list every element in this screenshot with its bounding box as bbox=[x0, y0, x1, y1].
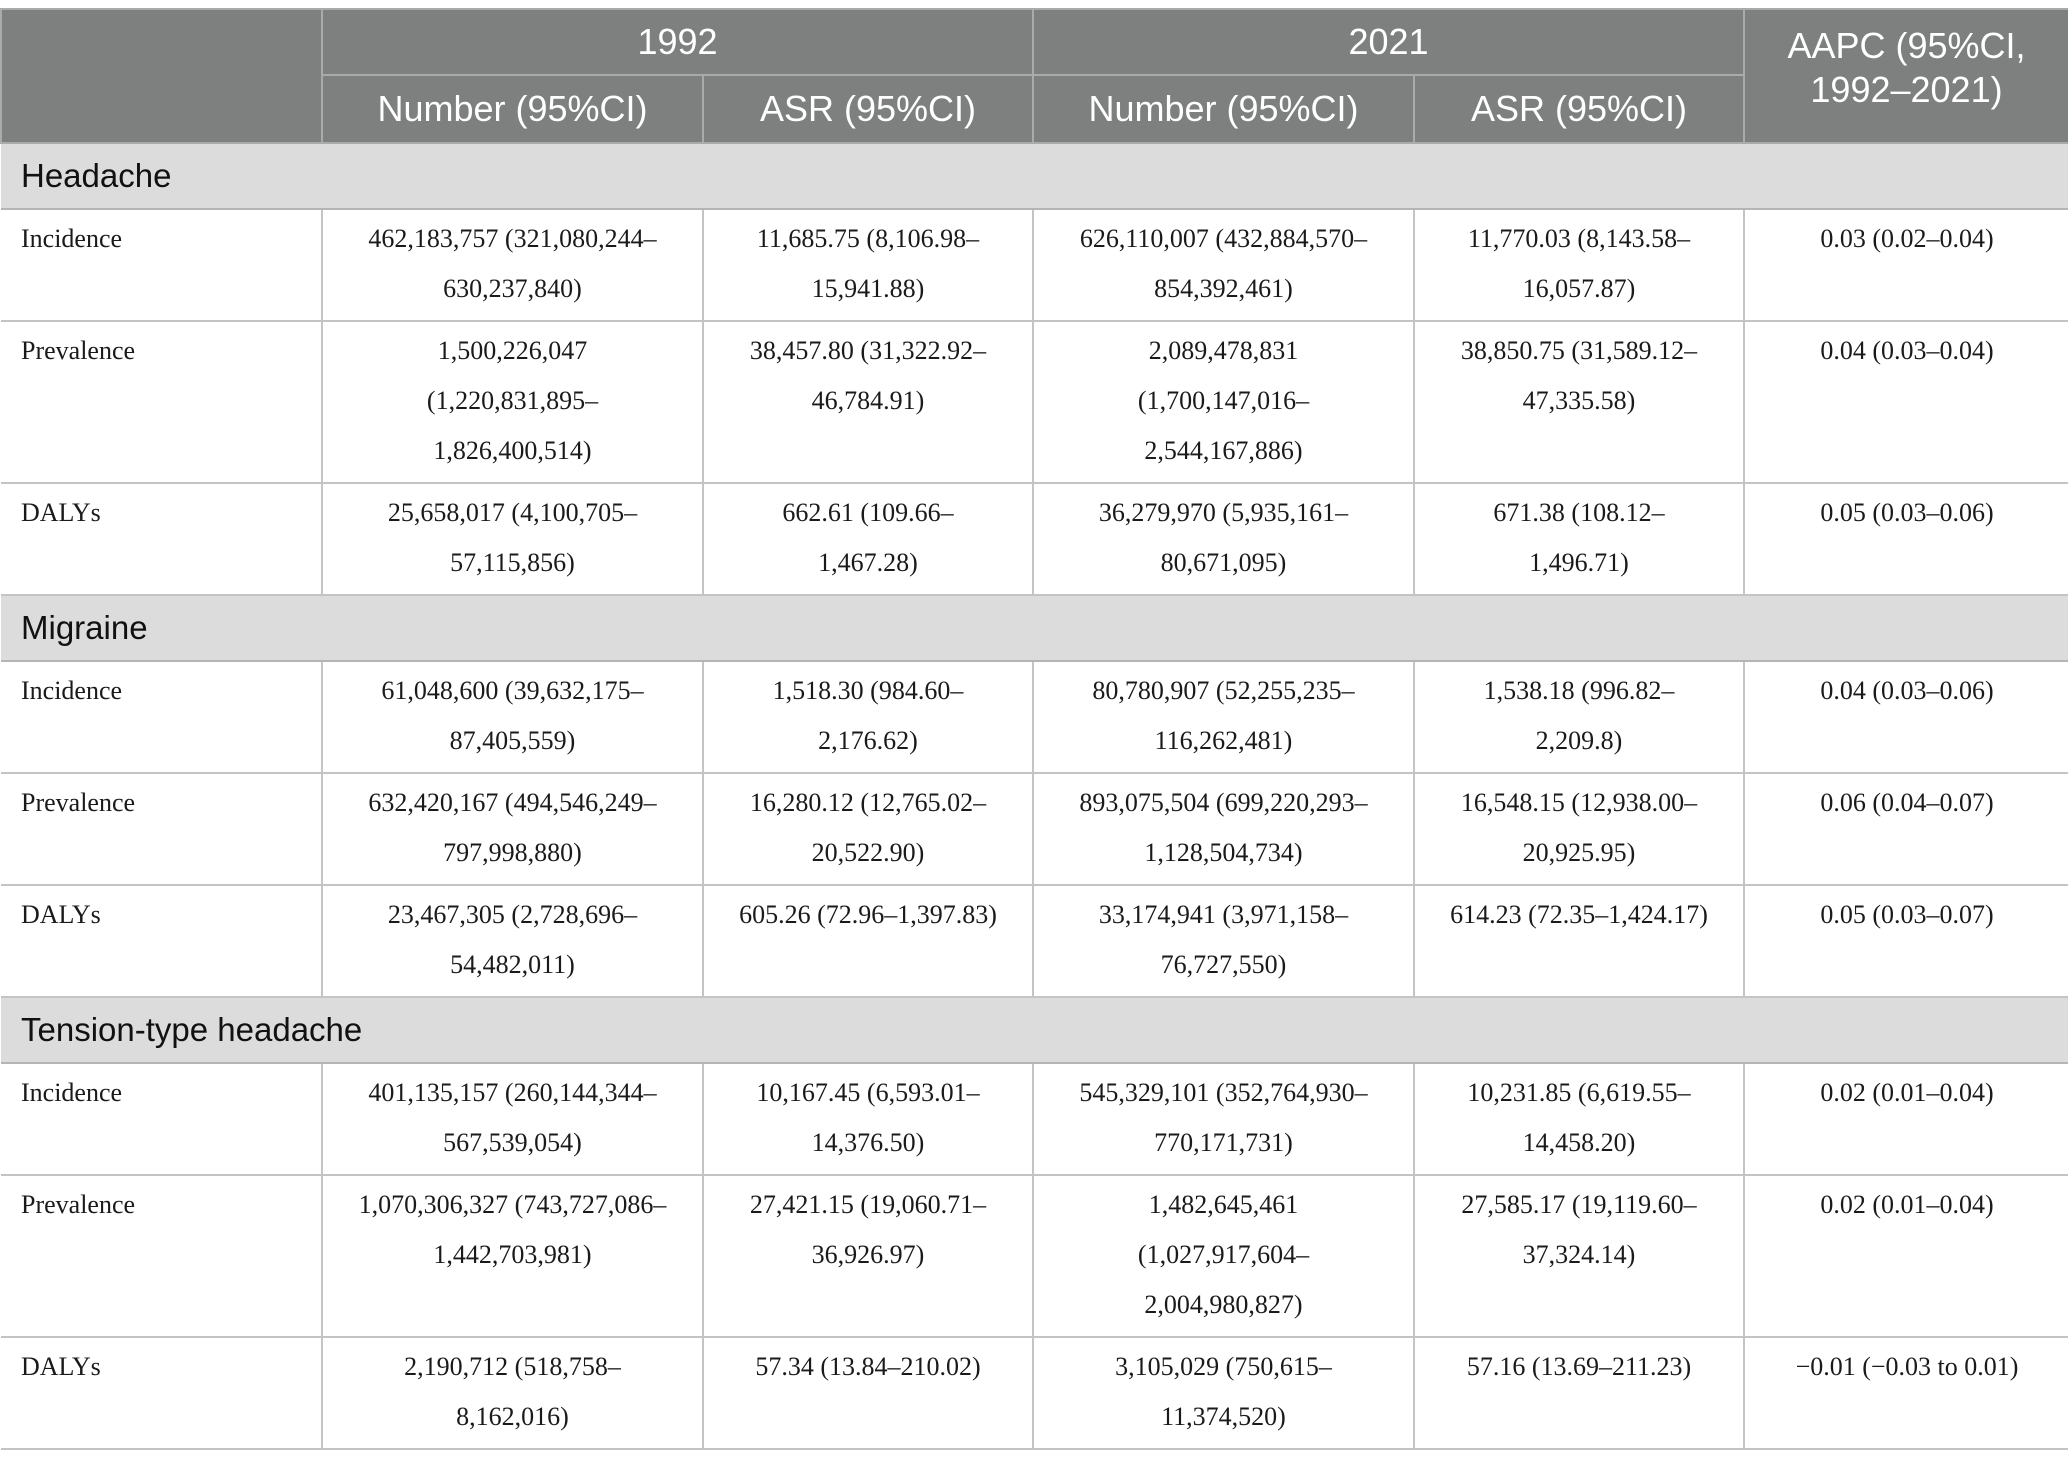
number-2021-line: 1,482,645,461 bbox=[1148, 1190, 1299, 1219]
asr-1992-cell bbox=[703, 885, 1033, 997]
measure-cell: DALYs bbox=[1, 483, 322, 595]
aapc-cell: 0.04 (0.03–0.06) bbox=[1744, 661, 2068, 773]
asr-1992-line: 15,941.88) bbox=[811, 274, 925, 303]
number-2021-line: 80,780,907 (52,255,235– bbox=[1092, 676, 1355, 705]
asr-2021-cell bbox=[1414, 1063, 1744, 1175]
measure-cell: Incidence bbox=[1, 209, 322, 321]
number-2021-line: 770,171,731) bbox=[1154, 1128, 1293, 1157]
asr-2021-line: 671.38 (108.12– bbox=[1493, 498, 1665, 527]
number-1992-line: 462,183,757 (321,080,244– bbox=[368, 224, 657, 253]
aapc-cell: 0.04 (0.03–0.04) bbox=[1744, 321, 2068, 483]
asr-1992-line: 10,167.45 (6,593.01– bbox=[756, 1078, 980, 1107]
table-body bbox=[1, 143, 2068, 1449]
number-2021-line: 2,544,167,886) bbox=[1144, 436, 1303, 465]
asr-2021-cell bbox=[1414, 661, 1744, 773]
table-row bbox=[1, 483, 2068, 595]
header-year-2021: 2021 bbox=[1033, 9, 1744, 75]
number-1992-line: 632,420,167 (494,546,249– bbox=[368, 788, 657, 817]
asr-2021-cell bbox=[1414, 321, 1744, 483]
number-1992-cell bbox=[322, 209, 703, 321]
table-row bbox=[1, 1063, 2068, 1175]
asr-1992-line: 2,176.62) bbox=[818, 726, 918, 755]
asr-1992-line: 662.61 (109.66– bbox=[782, 498, 954, 527]
asr-1992-line: 16,280.12 (12,765.02– bbox=[749, 788, 987, 817]
aapc-cell: 0.02 (0.01–0.04) bbox=[1744, 1063, 2068, 1175]
number-2021-line: 11,374,520) bbox=[1161, 1402, 1286, 1431]
number-2021-line: 1,128,504,734) bbox=[1144, 838, 1303, 867]
section-row bbox=[1, 143, 2068, 209]
number-1992-line: 567,539,054) bbox=[443, 1128, 582, 1157]
asr-1992-cell bbox=[703, 773, 1033, 885]
number-1992-line: 57,115,856) bbox=[450, 548, 575, 577]
table-row bbox=[1, 773, 2068, 885]
asr-2021-line: 1,496.71) bbox=[1529, 548, 1629, 577]
header-aapc-line2: 1992–2021) bbox=[1810, 69, 2003, 110]
number-1992-cell bbox=[322, 483, 703, 595]
asr-2021-line: 11,770.03 (8,143.58– bbox=[1467, 224, 1691, 253]
number-2021-line: 854,392,461) bbox=[1154, 274, 1293, 303]
asr-1992-cell bbox=[703, 321, 1033, 483]
number-2021-cell bbox=[1033, 1063, 1414, 1175]
number-1992-line: 1,442,703,981) bbox=[433, 1240, 592, 1269]
number-1992-line: 23,467,305 (2,728,696– bbox=[387, 900, 638, 929]
asr-1992-line: 20,522.90) bbox=[811, 838, 925, 867]
asr-1992-line: 11,685.75 (8,106.98– bbox=[756, 224, 980, 253]
number-2021-cell bbox=[1033, 1337, 1414, 1449]
number-1992-line: 8,162,016) bbox=[456, 1402, 569, 1431]
header-asr-2021: ASR (95%CI) bbox=[1414, 75, 1744, 143]
number-1992-cell bbox=[322, 1337, 703, 1449]
header-number-2021: Number (95%CI) bbox=[1033, 75, 1414, 143]
asr-2021-line: 16,548.15 (12,938.00– bbox=[1460, 788, 1698, 817]
asr-1992-line: 57.34 (13.84–210.02) bbox=[755, 1352, 981, 1381]
asr-1992-line: 14,376.50) bbox=[811, 1128, 925, 1157]
number-2021-line: 626,110,007 (432,884,570– bbox=[1079, 224, 1368, 253]
number-1992-cell bbox=[322, 885, 703, 997]
number-1992-line: 401,135,157 (260,144,344– bbox=[368, 1078, 657, 1107]
measure-cell: Prevalence bbox=[1, 1175, 322, 1337]
number-1992-cell bbox=[322, 661, 703, 773]
asr-1992-cell bbox=[703, 1063, 1033, 1175]
section-row bbox=[1, 595, 2068, 661]
asr-2021-cell bbox=[1414, 209, 1744, 321]
number-2021-line: 33,174,941 (3,971,158– bbox=[1098, 900, 1349, 929]
number-2021-cell bbox=[1033, 321, 1414, 483]
header-blank-cell bbox=[1, 9, 322, 143]
number-1992-line: (1,220,831,895– bbox=[426, 386, 599, 415]
asr-2021-line: 27,585.17 (19,119.60– bbox=[1461, 1190, 1697, 1219]
number-2021-cell bbox=[1033, 483, 1414, 595]
asr-1992-cell bbox=[703, 661, 1033, 773]
table-row bbox=[1, 661, 2068, 773]
number-2021-line: 116,262,481) bbox=[1154, 726, 1293, 755]
asr-1992-line: 27,421.15 (19,060.71– bbox=[749, 1190, 987, 1219]
asr-2021-line: 2,209.8) bbox=[1535, 726, 1623, 755]
aapc-cell: 0.06 (0.04–0.07) bbox=[1744, 773, 2068, 885]
asr-1992-cell bbox=[703, 1175, 1033, 1337]
table-row bbox=[1, 209, 2068, 321]
section-row bbox=[1, 997, 2068, 1063]
table-row bbox=[1, 1337, 2068, 1449]
measure-cell: Prevalence bbox=[1, 773, 322, 885]
asr-2021-line: 38,850.75 (31,589.12– bbox=[1460, 336, 1698, 365]
asr-1992-line: 605.26 (72.96–1,397.83) bbox=[739, 900, 997, 929]
measure-cell: Prevalence bbox=[1, 321, 322, 483]
number-2021-line: 2,004,980,827) bbox=[1144, 1290, 1303, 1319]
number-2021-line: 893,075,504 (699,220,293– bbox=[1079, 788, 1368, 817]
table-row bbox=[1, 1175, 2068, 1337]
header-year-1992: 1992 bbox=[322, 9, 1033, 75]
header-number-1992: Number (95%CI) bbox=[322, 75, 703, 143]
number-1992-cell bbox=[322, 773, 703, 885]
section-title: Tension-type headache bbox=[1, 997, 2068, 1063]
asr-2021-line: 57.16 (13.69–211.23) bbox=[1466, 1352, 1692, 1381]
section-title: Migraine bbox=[1, 595, 2068, 661]
asr-1992-line: 1,518.30 (984.60– bbox=[772, 676, 964, 705]
asr-2021-line: 47,335.58) bbox=[1522, 386, 1636, 415]
asr-1992-line: 36,926.97) bbox=[811, 1240, 925, 1269]
number-1992-line: 61,048,600 (39,632,175– bbox=[381, 676, 644, 705]
number-1992-line: 2,190,712 (518,758– bbox=[404, 1352, 621, 1381]
number-1992-line: 1,070,306,327 (743,727,086– bbox=[358, 1190, 667, 1219]
number-1992-line: 1,500,226,047 bbox=[437, 336, 588, 365]
asr-1992-line: 1,467.28) bbox=[818, 548, 918, 577]
number-1992-line: 25,658,017 (4,100,705– bbox=[387, 498, 638, 527]
asr-2021-line: 16,057.87) bbox=[1522, 274, 1636, 303]
number-2021-line: 2,089,478,831 bbox=[1148, 336, 1299, 365]
number-2021-line: 545,329,101 (352,764,930– bbox=[1079, 1078, 1368, 1107]
asr-2021-cell bbox=[1414, 773, 1744, 885]
asr-2021-line: 14,458.20) bbox=[1522, 1128, 1636, 1157]
number-2021-cell bbox=[1033, 773, 1414, 885]
aapc-cell: 0.03 (0.02–0.04) bbox=[1744, 209, 2068, 321]
header-aapc bbox=[1744, 9, 2068, 143]
number-1992-cell bbox=[322, 1063, 703, 1175]
number-1992-line: 54,482,011) bbox=[450, 950, 575, 979]
number-2021-cell bbox=[1033, 661, 1414, 773]
aapc-cell: 0.05 (0.03–0.06) bbox=[1744, 483, 2068, 595]
number-2021-line: (1,700,147,016– bbox=[1137, 386, 1310, 415]
number-2021-cell bbox=[1033, 885, 1414, 997]
table-header bbox=[1, 9, 2068, 143]
asr-2021-line: 20,925.95) bbox=[1522, 838, 1636, 867]
number-1992-line: 1,826,400,514) bbox=[433, 436, 592, 465]
table-row bbox=[1, 321, 2068, 483]
asr-2021-cell bbox=[1414, 1337, 1744, 1449]
asr-2021-cell bbox=[1414, 1175, 1744, 1337]
asr-2021-line: 1,538.18 (996.82– bbox=[1483, 676, 1675, 705]
asr-1992-line: 46,784.91) bbox=[811, 386, 925, 415]
number-2021-line: 76,727,550) bbox=[1160, 950, 1287, 979]
number-2021-line: 36,279,970 (5,935,161– bbox=[1098, 498, 1349, 527]
measure-cell: DALYs bbox=[1, 885, 322, 997]
number-1992-cell bbox=[322, 1175, 703, 1337]
number-1992-line: 87,405,559) bbox=[449, 726, 576, 755]
measure-cell: DALYs bbox=[1, 1337, 322, 1449]
aapc-cell: 0.05 (0.03–0.07) bbox=[1744, 885, 2068, 997]
aapc-cell: −0.01 (−0.03 to 0.01) bbox=[1744, 1337, 2068, 1449]
asr-1992-cell bbox=[703, 209, 1033, 321]
number-2021-line: 3,105,029 (750,615– bbox=[1115, 1352, 1332, 1381]
section-title: Headache bbox=[1, 143, 2068, 209]
asr-2021-line: 10,231.85 (6,619.55– bbox=[1467, 1078, 1691, 1107]
asr-2021-line: 37,324.14) bbox=[1522, 1240, 1636, 1269]
number-2021-cell bbox=[1033, 1175, 1414, 1337]
number-2021-line: 80,671,095) bbox=[1160, 548, 1287, 577]
header-asr-1992: ASR (95%CI) bbox=[703, 75, 1033, 143]
asr-2021-line: 614.23 (72.35–1,424.17) bbox=[1450, 900, 1708, 929]
data-table bbox=[0, 8, 2068, 1450]
number-1992-line: 797,998,880) bbox=[443, 838, 582, 867]
aapc-cell: 0.02 (0.01–0.04) bbox=[1744, 1175, 2068, 1337]
asr-1992-cell bbox=[703, 483, 1033, 595]
asr-1992-line: 38,457.80 (31,322.92– bbox=[749, 336, 987, 365]
number-1992-cell bbox=[322, 321, 703, 483]
header-aapc-line1: AAPC (95%CI, bbox=[1787, 25, 2026, 66]
number-1992-line: 630,237,840) bbox=[443, 274, 582, 303]
asr-1992-cell bbox=[703, 1337, 1033, 1449]
measure-cell: Incidence bbox=[1, 661, 322, 773]
measure-cell: Incidence bbox=[1, 1063, 322, 1175]
table-row bbox=[1, 885, 2068, 997]
asr-2021-cell bbox=[1414, 885, 1744, 997]
number-2021-line: (1,027,917,604– bbox=[1137, 1240, 1310, 1269]
number-2021-cell bbox=[1033, 209, 1414, 321]
asr-2021-cell bbox=[1414, 483, 1744, 595]
